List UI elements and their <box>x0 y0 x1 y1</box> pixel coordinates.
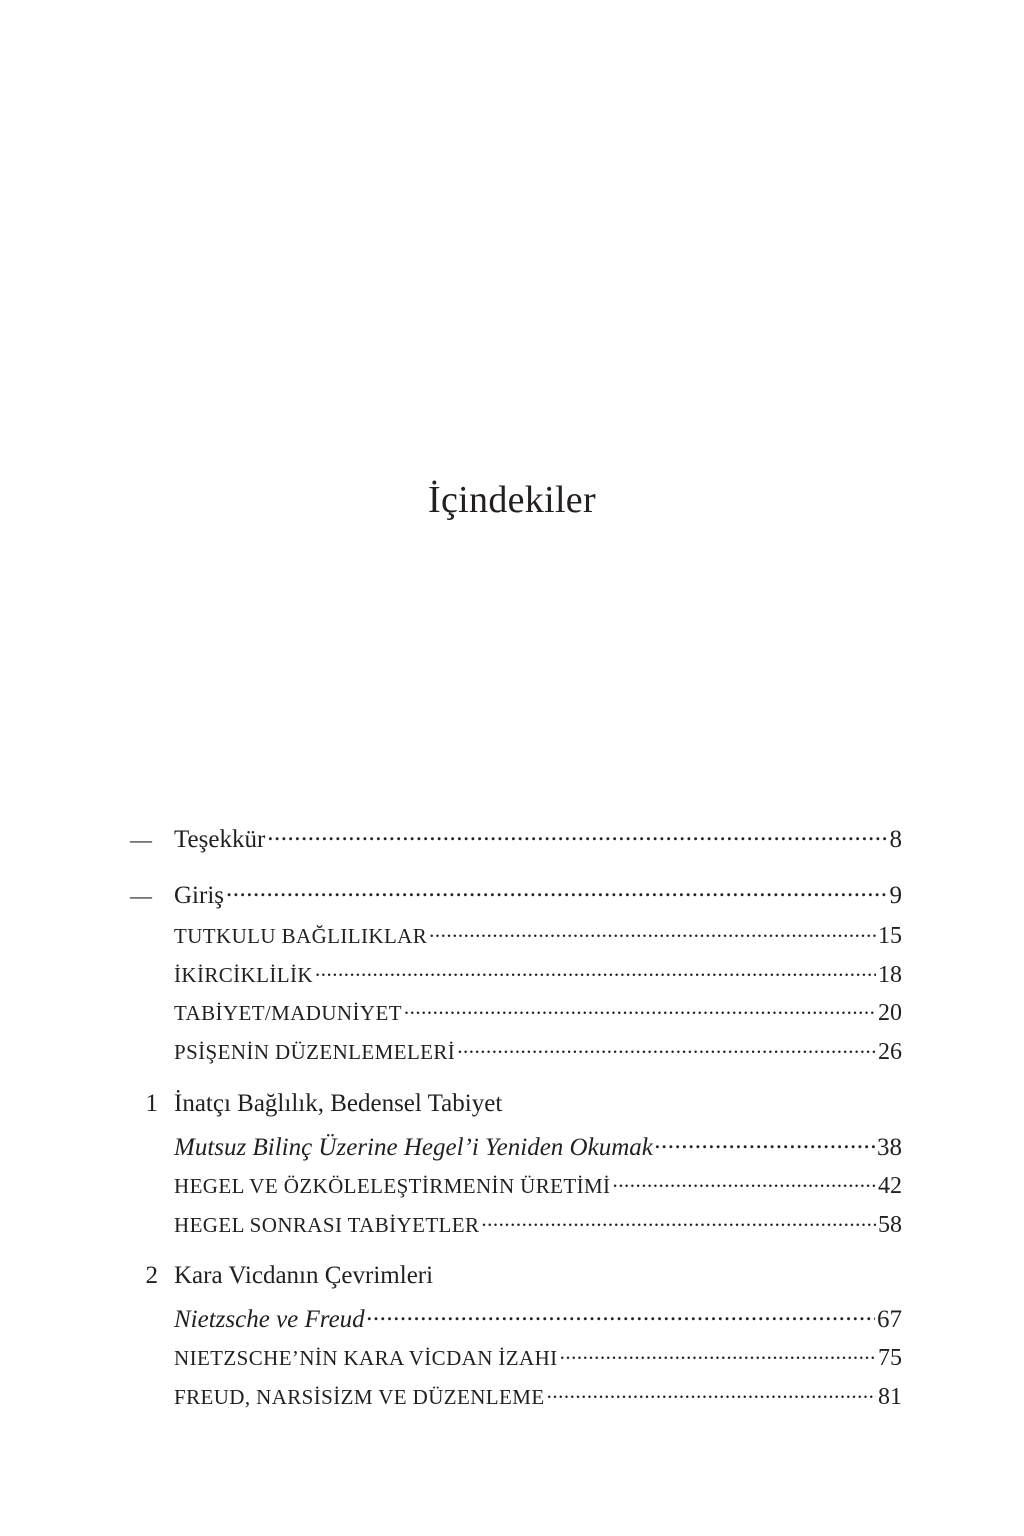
toc-section-tabiyet-maduniyet[interactable] <box>130 999 902 1027</box>
toc-chapter-subtitle: Nietzsche ve Freud <box>174 1306 365 1333</box>
toc-chapter-1-heading[interactable] <box>130 1090 902 1118</box>
dot-leader <box>481 1211 876 1232</box>
dash-marker: — <box>130 827 152 852</box>
dot-leader <box>367 1302 875 1327</box>
toc-entry-giris[interactable] <box>130 878 902 910</box>
dot-leader <box>560 1344 876 1365</box>
toc-section-title: TUTKULU BAĞLILIKLAR <box>174 924 428 948</box>
toc-page-number: 18 <box>878 962 902 988</box>
page-title: İçindekiler <box>428 479 596 521</box>
toc-section-title: PSİŞENİN DÜZENLEMELERİ <box>174 1040 456 1064</box>
toc-section-hegel-ozkolelestirme[interactable] <box>130 1172 902 1200</box>
toc-section-nietzsche-kara-vicdan[interactable] <box>130 1344 902 1372</box>
toc-page-number: 81 <box>878 1384 902 1410</box>
toc-entry-title: Teşekkür <box>174 826 266 853</box>
toc-chapter-title: Kara Vicdanın Çevrimleri <box>174 1262 434 1289</box>
toc-section-title: İKİRCİKLİLİK <box>174 963 313 987</box>
dot-leader <box>267 822 887 847</box>
toc-chapter-1-subtitle[interactable] <box>130 1130 902 1162</box>
toc-page-number: 67 <box>877 1306 902 1333</box>
dot-leader <box>315 961 876 982</box>
toc-chapter-2-subtitle[interactable] <box>130 1302 902 1334</box>
toc-entry-title: Giriş <box>174 882 224 909</box>
toc-page-number: 8 <box>889 826 902 853</box>
toc-section-title: HEGEL VE ÖZKÖLELEŞTİRMENİN ÜRETİMİ <box>174 1174 611 1198</box>
toc-section-hegel-sonrasi[interactable] <box>130 1211 902 1239</box>
toc-page-number: 42 <box>878 1173 902 1199</box>
dot-leader <box>429 922 876 943</box>
toc-section-ikirciklilik[interactable] <box>130 961 902 989</box>
toc-section-tutkulu-bagliliklar[interactable] <box>130 922 902 950</box>
toc-chapter-subtitle: Mutsuz Bilinç Üzerine Hegel’i Yeniden Okumak <box>174 1134 653 1161</box>
toc-chapter-title: İnatçı Bağlılık, Bedensel Tabiyet <box>174 1090 503 1117</box>
toc-page-number: 58 <box>878 1212 902 1238</box>
dash-marker: — <box>130 883 152 908</box>
toc-page-number: 20 <box>878 1000 902 1026</box>
toc-section-title: NIETZSCHE’NİN KARA VİCDAN İZAHI <box>174 1346 558 1370</box>
chapter-number: 1 <box>145 1090 158 1117</box>
toc-entry-tesekkur[interactable] <box>130 822 902 854</box>
toc-page-number: 9 <box>889 882 902 909</box>
toc-section-psisenin-duzenlemeleri[interactable] <box>130 1038 902 1066</box>
toc-section-title: FREUD, NARSİSİZM VE DÜZENLEME <box>174 1385 545 1409</box>
dot-leader <box>457 1038 876 1059</box>
toc-chapter-2-heading[interactable] <box>130 1262 902 1290</box>
toc-page-number: 75 <box>878 1345 902 1371</box>
chapter-number: 2 <box>145 1262 158 1289</box>
toc-section-title: HEGEL SONRASI TABİYETLER <box>174 1213 480 1237</box>
dot-leader <box>612 1172 876 1193</box>
toc-page-number: 38 <box>877 1134 902 1161</box>
dot-leader <box>226 878 888 903</box>
toc-section-title: TABİYET/MADUNİYET <box>174 1001 402 1025</box>
toc-page-number: 26 <box>878 1039 902 1065</box>
dot-leader <box>547 1383 876 1404</box>
dot-leader <box>404 999 876 1020</box>
dot-leader <box>655 1130 875 1155</box>
toc-section-freud-narsisizm[interactable] <box>130 1383 902 1411</box>
toc-page-number: 15 <box>878 923 902 949</box>
